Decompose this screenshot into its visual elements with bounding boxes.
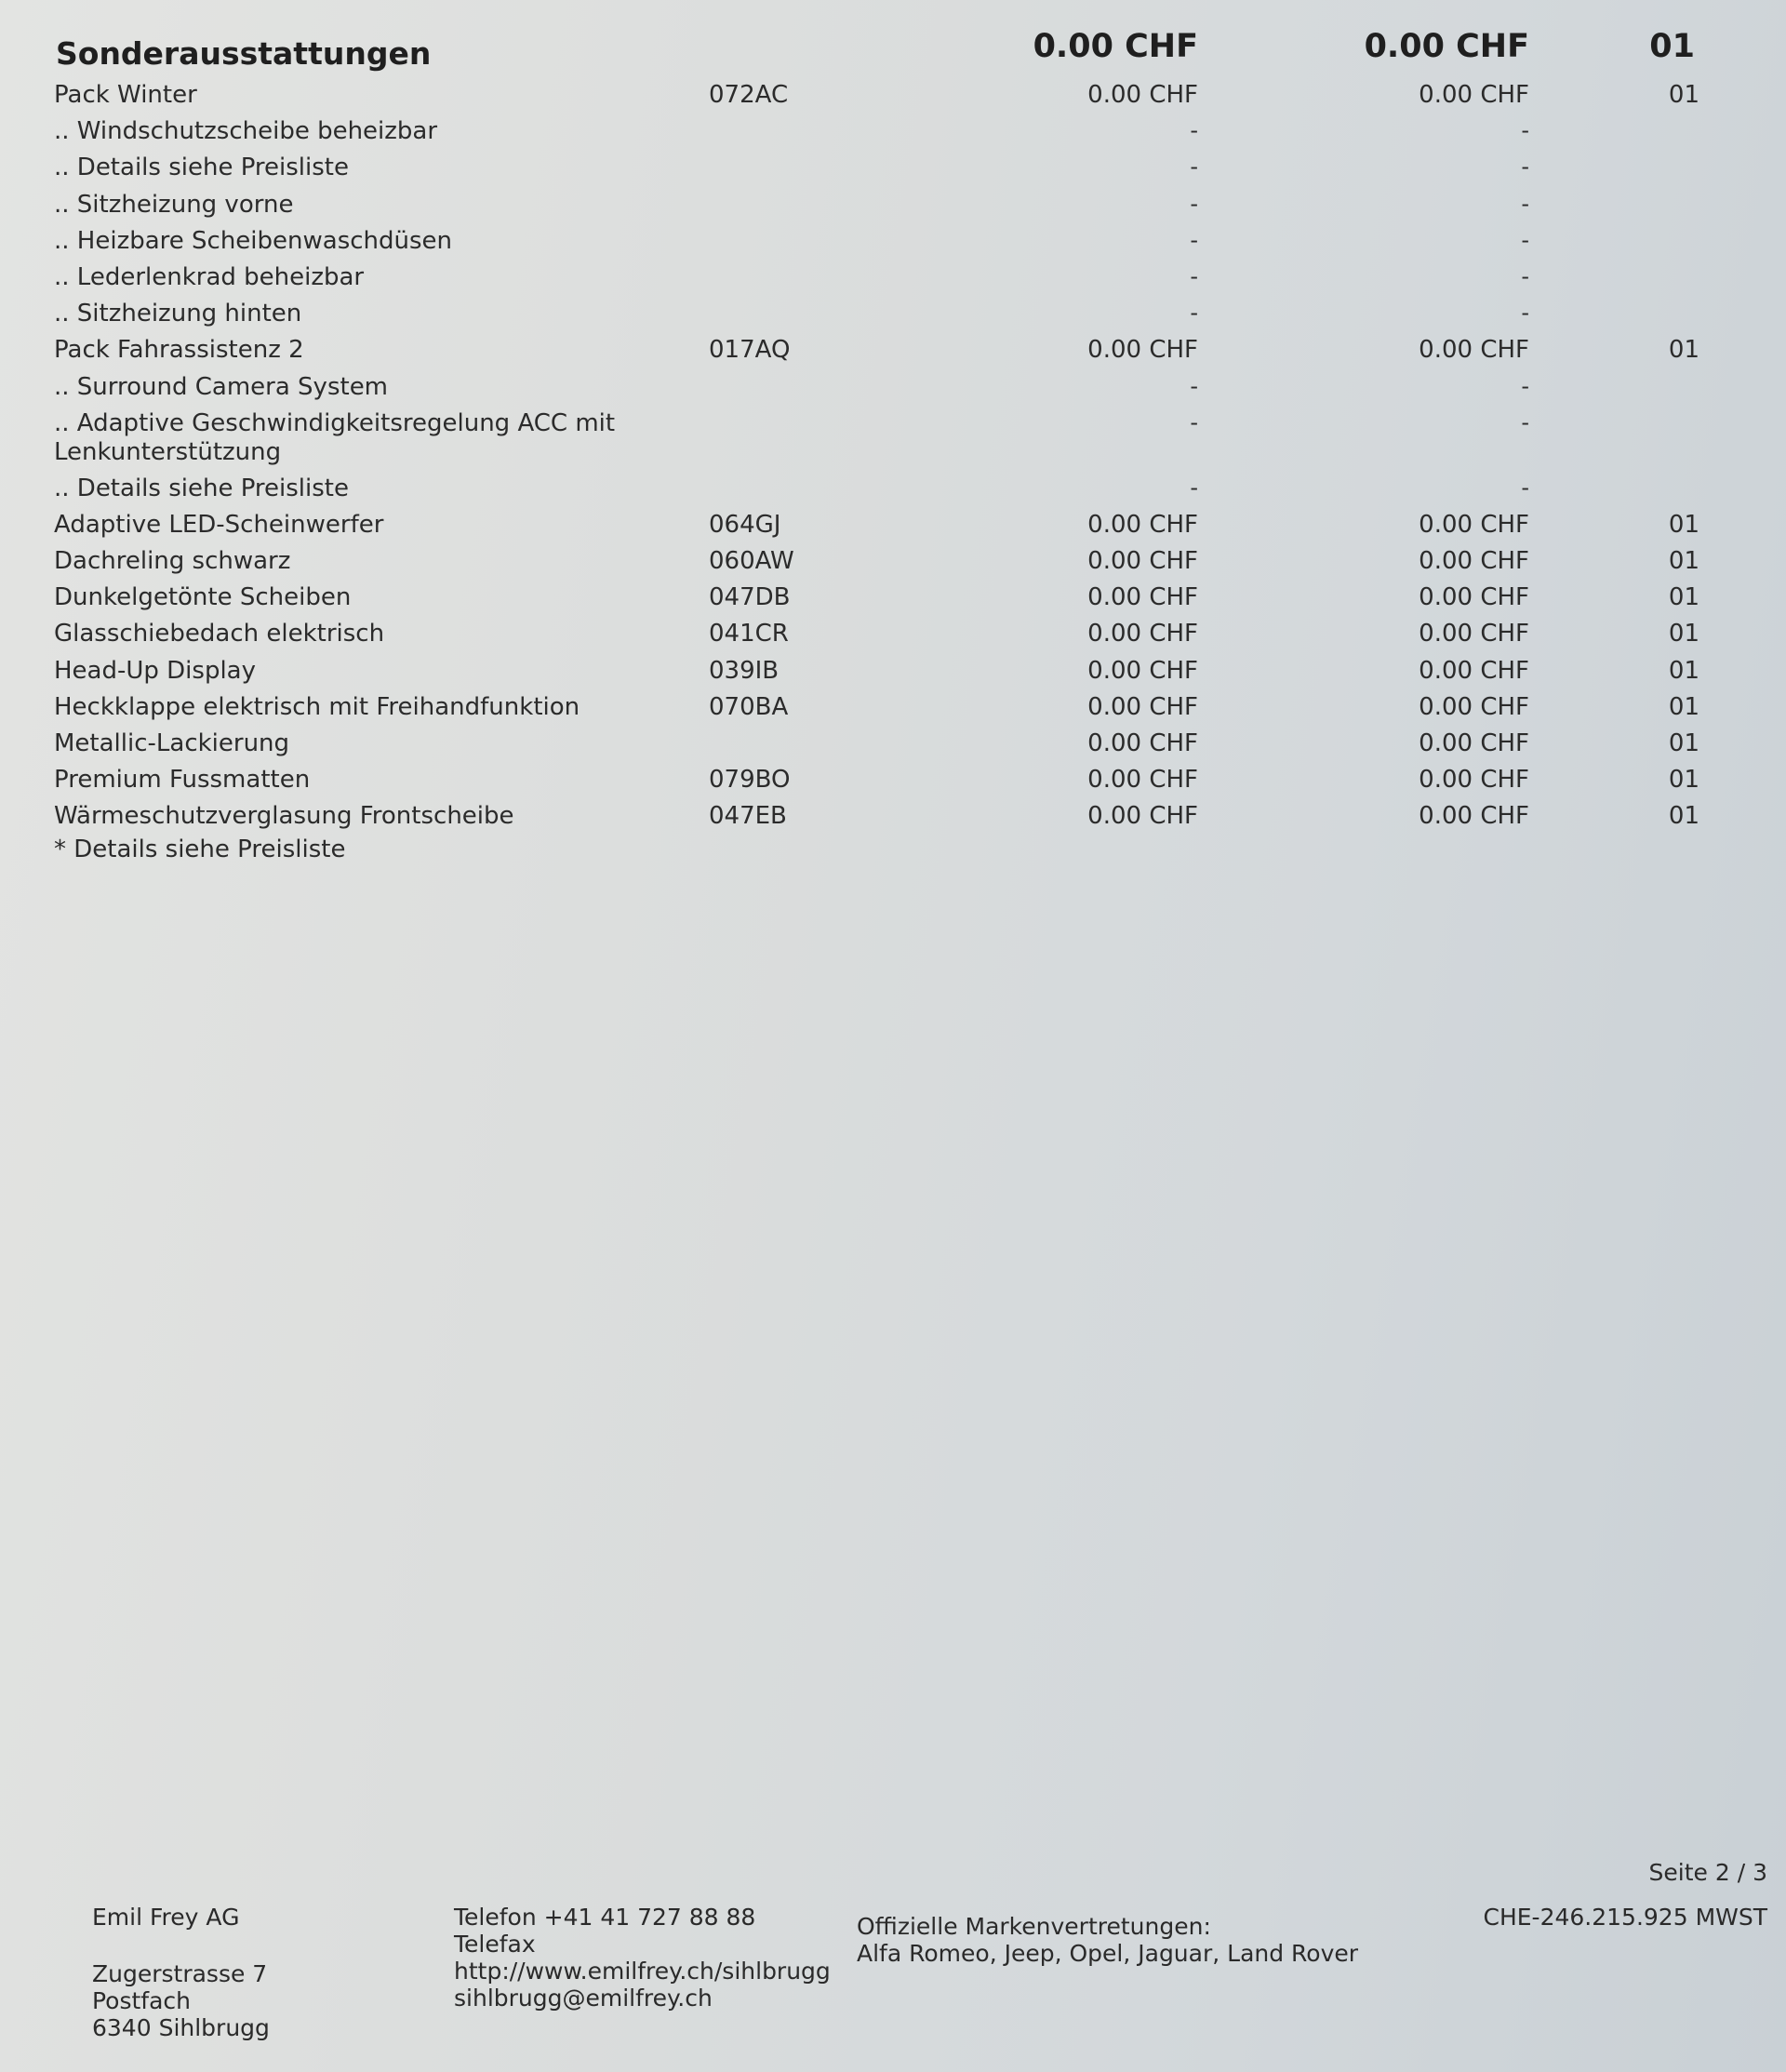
item-price-1: - bbox=[1190, 474, 1198, 501]
table-row bbox=[0, 298, 1786, 334]
item-code: 039IB bbox=[709, 656, 780, 685]
item-description: .. Surround Camera System bbox=[54, 372, 389, 401]
item-price-1: - bbox=[1190, 190, 1198, 217]
page-number: Seite 2 / 3 bbox=[1648, 1859, 1767, 1886]
footer-street: Zugerstrasse 7 bbox=[92, 1960, 268, 1987]
item-price-2: 0.00 CHF bbox=[1419, 766, 1529, 795]
footer-website: http://www.emilfrey.ch/sihlbrugg bbox=[454, 1958, 831, 1985]
footer-brands bbox=[857, 1913, 1358, 1967]
item-price-2: - bbox=[1521, 474, 1529, 501]
item-quantity: 01 bbox=[1668, 766, 1699, 795]
item-price-1: 0.00 CHF bbox=[1087, 583, 1198, 612]
item-price-1: - bbox=[1190, 117, 1198, 144]
table-row bbox=[0, 764, 1786, 800]
table-row bbox=[0, 261, 1786, 298]
item-description: Metallic-Lackierung bbox=[54, 729, 290, 757]
item-description: Pack Fahrassistenz 2 bbox=[54, 336, 304, 365]
equipment-list bbox=[0, 79, 1786, 837]
footer-vat bbox=[1484, 1904, 1768, 1931]
footer-contact bbox=[454, 1904, 831, 2012]
item-price-2: 0.00 CHF bbox=[1419, 802, 1529, 831]
section-title: Sonderausstattungen bbox=[56, 35, 432, 72]
item-quantity: 01 bbox=[1668, 802, 1699, 831]
item-price-2: - bbox=[1521, 262, 1529, 289]
item-price-2: 0.00 CHF bbox=[1419, 583, 1529, 612]
table-row bbox=[0, 225, 1786, 261]
item-description: Wärmeschutzverglasung Frontscheibe bbox=[54, 802, 514, 831]
table-row bbox=[0, 152, 1786, 188]
footnote: * Details siehe Preisliste bbox=[54, 835, 346, 863]
item-price-2: - bbox=[1521, 300, 1529, 327]
footer-vat-number: CHE-246.215.925 MWST bbox=[1483, 1904, 1767, 1931]
table-row bbox=[0, 334, 1786, 370]
item-description: Adaptive LED-Scheinwerfer bbox=[54, 510, 384, 539]
table-row bbox=[0, 189, 1786, 225]
table-row bbox=[0, 509, 1786, 545]
table-row bbox=[0, 545, 1786, 581]
footer-phone: Telefon +41 41 727 88 88 bbox=[454, 1904, 756, 1931]
item-quantity: 01 bbox=[1668, 620, 1699, 648]
item-price-1: 0.00 CHF bbox=[1087, 81, 1198, 109]
section-total-qty: 01 bbox=[1649, 28, 1695, 65]
item-price-1: 0.00 CHF bbox=[1087, 766, 1198, 795]
table-row bbox=[0, 473, 1786, 509]
item-price-1: 0.00 CHF bbox=[1087, 510, 1198, 539]
item-price-2: - bbox=[1521, 408, 1529, 435]
footer-brands-label: Offizielle Markenvertretungen: bbox=[857, 1913, 1211, 1940]
item-price-2: 0.00 CHF bbox=[1419, 729, 1529, 757]
item-code: 070BA bbox=[709, 692, 789, 721]
item-code: 047EB bbox=[709, 802, 787, 831]
table-row bbox=[0, 800, 1786, 836]
item-price-2: 0.00 CHF bbox=[1419, 620, 1529, 648]
item-code: 072AC bbox=[709, 81, 789, 109]
item-price-1: 0.00 CHF bbox=[1087, 802, 1198, 831]
item-description: .. Details siehe Preisliste bbox=[54, 474, 349, 502]
footer-city: 6340 Sihlbrugg bbox=[92, 2014, 270, 2041]
item-price-2: - bbox=[1521, 226, 1529, 253]
item-price-2: 0.00 CHF bbox=[1419, 547, 1529, 576]
footer-fax: Telefax bbox=[454, 1931, 536, 1958]
section-total-price-2: 0.00 CHF bbox=[1364, 28, 1529, 65]
table-row bbox=[0, 691, 1786, 728]
item-description: .. Details siehe Preisliste bbox=[54, 154, 349, 182]
item-price-1: 0.00 CHF bbox=[1087, 656, 1198, 685]
item-description: .. Windschutzscheibe beheizbar bbox=[54, 117, 438, 146]
footer-postbox: Postfach bbox=[92, 1987, 192, 2014]
item-price-2: 0.00 CHF bbox=[1419, 510, 1529, 539]
item-price-1: 0.00 CHF bbox=[1087, 547, 1198, 576]
item-price-1: 0.00 CHF bbox=[1087, 729, 1198, 757]
item-price-2: - bbox=[1521, 372, 1529, 399]
item-description: .. Sitzheizung vorne bbox=[54, 190, 294, 219]
item-price-1: - bbox=[1190, 154, 1198, 180]
item-quantity: 01 bbox=[1668, 583, 1699, 612]
item-description: .. Heizbare Scheibenwaschdüsen bbox=[54, 226, 453, 255]
table-row bbox=[0, 115, 1786, 152]
item-price-1: 0.00 CHF bbox=[1087, 336, 1198, 365]
item-quantity: 01 bbox=[1668, 729, 1699, 757]
item-description: Head-Up Display bbox=[54, 656, 257, 685]
table-row bbox=[0, 371, 1786, 408]
table-row bbox=[0, 655, 1786, 691]
table-row bbox=[0, 79, 1786, 115]
item-description: Heckklappe elektrisch mit Freihandfunktion bbox=[54, 692, 580, 721]
item-price-1: 0.00 CHF bbox=[1087, 620, 1198, 648]
table-row bbox=[0, 408, 1786, 473]
item-price-2: 0.00 CHF bbox=[1419, 336, 1529, 365]
item-description: Pack Winter bbox=[54, 81, 197, 109]
item-description: .. Lederlenkrad beheizbar bbox=[54, 262, 365, 291]
section-total-price-1: 0.00 CHF bbox=[1033, 28, 1198, 65]
item-price-2: 0.00 CHF bbox=[1419, 656, 1529, 685]
item-quantity: 01 bbox=[1668, 510, 1699, 539]
item-code: 064GJ bbox=[709, 510, 781, 539]
item-description: .. Adaptive Geschwindigkeitsregelung ACC mit Lenkunterstützung bbox=[54, 408, 616, 466]
item-price-2: 0.00 CHF bbox=[1419, 692, 1529, 721]
item-code: 060AW bbox=[709, 547, 794, 576]
item-price-1: - bbox=[1190, 408, 1198, 435]
item-price-1: - bbox=[1190, 226, 1198, 253]
item-quantity: 01 bbox=[1668, 692, 1699, 721]
item-quantity: 01 bbox=[1668, 656, 1699, 685]
table-row bbox=[0, 581, 1786, 618]
item-description: .. Sitzheizung hinten bbox=[54, 300, 302, 328]
item-price-1: - bbox=[1190, 372, 1198, 399]
footer-email: sihlbrugg@emilfrey.ch bbox=[454, 1985, 713, 2012]
item-description: Glasschiebedach elektrisch bbox=[54, 620, 385, 648]
table-row bbox=[0, 728, 1786, 764]
item-price-2: - bbox=[1521, 190, 1529, 217]
footer-brands-list: Alfa Romeo, Jeep, Opel, Jaguar, Land Rover bbox=[857, 1940, 1359, 1967]
item-price-2: 0.00 CHF bbox=[1419, 81, 1529, 109]
item-price-1: - bbox=[1190, 262, 1198, 289]
section-header bbox=[0, 28, 1786, 84]
item-description: Premium Fussmatten bbox=[54, 766, 311, 795]
footer-address bbox=[92, 1904, 270, 2041]
item-description: Dunkelgetönte Scheiben bbox=[54, 583, 352, 612]
item-code: 079BO bbox=[709, 766, 791, 795]
item-quantity: 01 bbox=[1668, 547, 1699, 576]
table-row bbox=[0, 618, 1786, 654]
item-price-1: 0.00 CHF bbox=[1087, 692, 1198, 721]
item-code: 017AQ bbox=[709, 336, 791, 365]
item-code: 041CR bbox=[709, 620, 789, 648]
item-code: 047DB bbox=[709, 583, 791, 612]
item-price-1: - bbox=[1190, 300, 1198, 327]
footer-company: Emil Frey AG bbox=[92, 1904, 240, 1931]
item-price-2: - bbox=[1521, 117, 1529, 144]
item-quantity: 01 bbox=[1668, 336, 1699, 365]
item-quantity: 01 bbox=[1668, 81, 1699, 109]
item-description: Dachreling schwarz bbox=[54, 547, 291, 576]
item-price-2: - bbox=[1521, 154, 1529, 180]
